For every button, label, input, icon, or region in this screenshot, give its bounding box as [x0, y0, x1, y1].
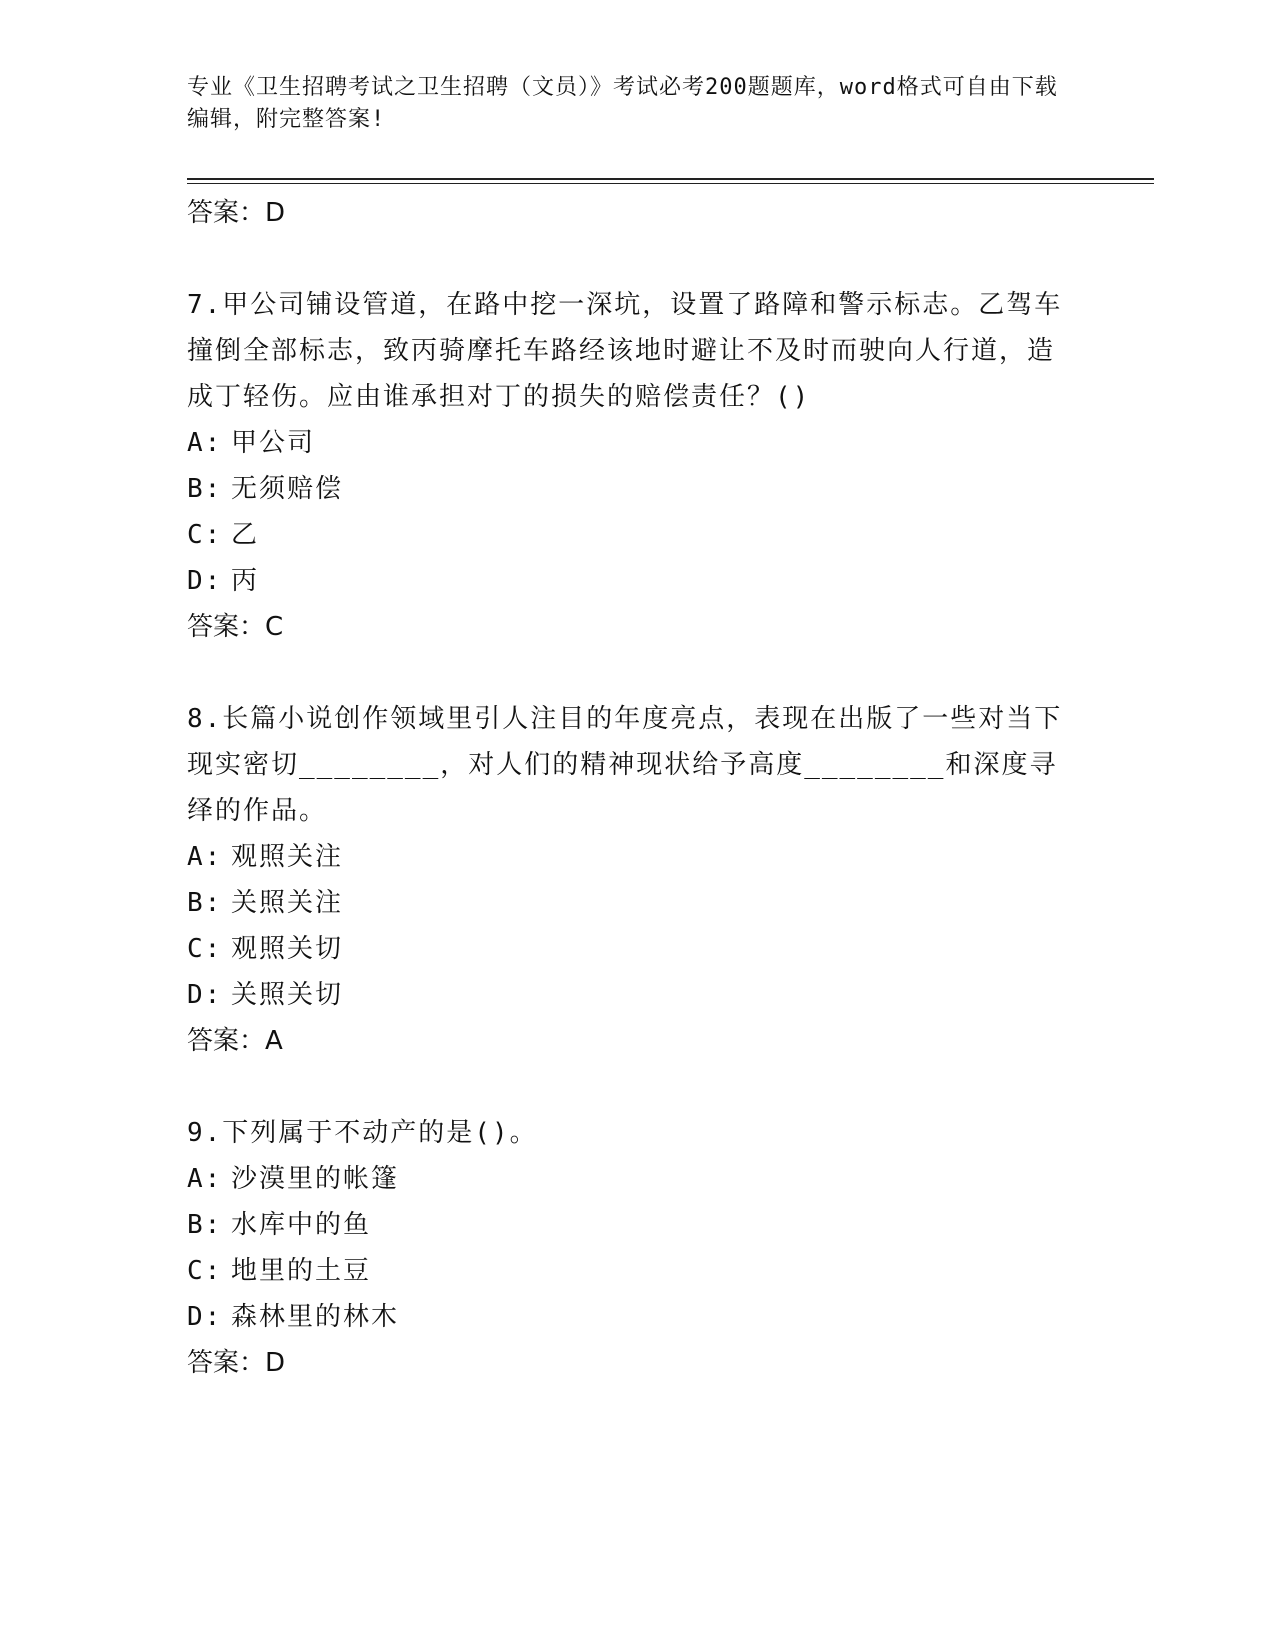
option-text: 沙漠里的帐篷 [231, 1164, 400, 1194]
option-text: 关照关切 [231, 980, 344, 1010]
document-header: 专业《卫生招聘考试之卫生招聘（文员）》考试必考200题题库，word格式可自由下载编辑，附完整答案! [187, 75, 1058, 132]
option-letter: A: [187, 1164, 223, 1194]
option-letter: C: [187, 934, 223, 964]
question-text: 9.下列属于不动产的是()。 [187, 1118, 538, 1148]
question-block [187, 282, 1067, 650]
answer-line: 答案：A [187, 1026, 283, 1056]
option-c [187, 512, 1067, 558]
answer-line: 答案：D [187, 198, 286, 228]
option-text: 观照关注 [231, 842, 344, 872]
option-a [187, 420, 1067, 466]
option-letter: D: [187, 1302, 223, 1332]
option-text: 无须赔偿 [231, 474, 344, 504]
answer-line: 答案：C [187, 612, 284, 642]
option-c [187, 1248, 1067, 1294]
option-b [187, 880, 1067, 926]
option-letter: B: [187, 474, 223, 504]
question-text: 7.甲公司铺设管道，在路中挖一深坑，设置了路障和警示标志。乙驾车撞倒全部标志，致丙骑摩托车路经该地时避让不及时而驶向人行道，造成丁轻伤。应由谁承担对丁的损失的赔偿责任？() [187, 290, 1063, 412]
option-text: 观照关切 [231, 934, 344, 964]
option-letter: B: [187, 1210, 223, 1240]
option-letter: C: [187, 520, 223, 550]
question-text: 8.长篇小说创作领域里引人注目的年度亮点，表现在出版了一些对当下现实密切________，对人们的精神现状给予高度________和深度寻绎的作品。 [187, 704, 1063, 826]
option-d [187, 558, 1067, 604]
option-c [187, 926, 1067, 972]
option-d [187, 1294, 1067, 1340]
option-d [187, 972, 1067, 1018]
option-letter: C: [187, 1256, 223, 1286]
option-b [187, 466, 1067, 512]
option-text: 水库中的鱼 [231, 1210, 372, 1240]
option-text: 森林里的林木 [231, 1302, 400, 1332]
question-block [187, 1110, 1067, 1386]
option-text: 乙 [231, 520, 260, 550]
option-text: 甲公司 [231, 428, 316, 458]
header-rule-thin [187, 183, 1154, 184]
question-block [187, 696, 1067, 1064]
option-a [187, 834, 1067, 880]
option-letter: D: [187, 980, 223, 1010]
option-letter: A: [187, 428, 223, 458]
option-letter: D: [187, 566, 223, 596]
option-b [187, 1202, 1067, 1248]
header-rule-thick [187, 178, 1154, 180]
option-text: 地里的土豆 [231, 1256, 372, 1286]
option-text: 关照关注 [231, 888, 344, 918]
option-a [187, 1156, 1067, 1202]
option-letter: B: [187, 888, 223, 918]
answer-line: 答案：D [187, 1348, 286, 1378]
document-body [187, 190, 1067, 1386]
option-text: 丙 [231, 566, 260, 596]
option-letter: A: [187, 842, 223, 872]
